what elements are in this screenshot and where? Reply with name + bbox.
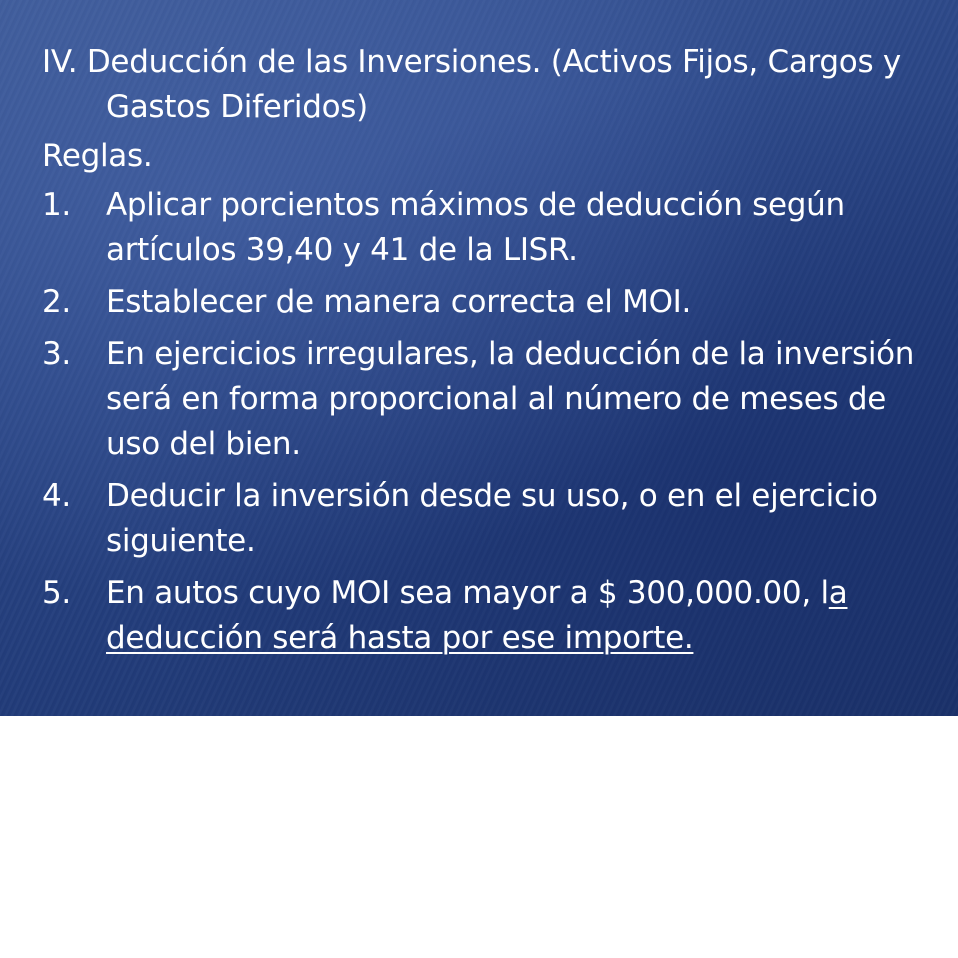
rules-label: Reglas. [42, 138, 153, 174]
slide-heading: IV. Deducción de las Inversiones. (Activos Fijos, Cargos y Gastos Diferidos) [42, 44, 901, 125]
rule-number: 2. [42, 284, 71, 320]
slide-content [42, 40, 932, 668]
rule-item-5 [42, 571, 932, 661]
rule-item-2 [42, 280, 932, 325]
rule-item-3 [42, 332, 932, 467]
rule-number: 3. [42, 336, 71, 372]
rule-number: 5. [42, 575, 71, 611]
rule-item-1 [42, 183, 932, 273]
rule-text: Aplicar porcientos máximos de deducción según artículos 39,40 y 41 de la LISR. [106, 187, 845, 268]
rule-text-underlined: a deducción será hasta por ese importe. [106, 575, 848, 656]
rule-text: En ejercicios irregulares, la deducción de la inversión será en forma proporcional al número de meses de uso del bien. [106, 336, 915, 462]
rule-number: 1. [42, 187, 71, 223]
rule-number: 4. [42, 478, 71, 514]
rule-text: Deducir la inversión desde su uso, o en el ejercicio siguiente. [106, 478, 878, 559]
rule-text: En autos cuyo MOI sea mayor a $ 300,000.00, l [106, 575, 829, 611]
rule-text: Establecer de manera correcta el MOI. [106, 284, 692, 320]
rule-item-4 [42, 474, 932, 564]
